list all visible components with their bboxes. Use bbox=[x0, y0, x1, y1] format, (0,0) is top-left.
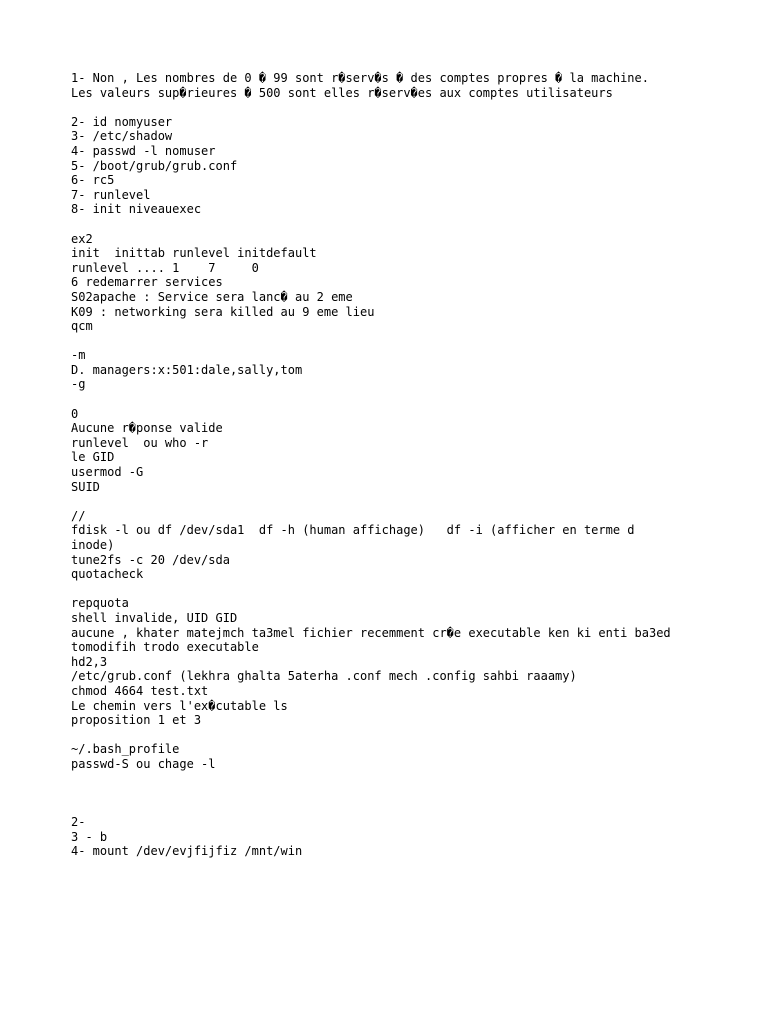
text-line: tune2fs -c 20 /dev/sda bbox=[71, 552, 230, 567]
text-line: S02apache : Service sera lanc� au 2 eme bbox=[71, 289, 353, 304]
text-line: hd2,3 bbox=[71, 654, 108, 669]
text-line: 5- /boot/grub/grub.conf bbox=[71, 158, 238, 173]
text-line: init inittab runlevel initdefault bbox=[71, 246, 317, 261]
text-line: tomodifih trodo executable bbox=[71, 640, 259, 655]
text-line: chmod 4664 test.txt bbox=[71, 683, 209, 698]
text-line: shell invalide, UID GID bbox=[71, 610, 238, 625]
text-line: // bbox=[71, 508, 86, 523]
text-line: repquota bbox=[71, 596, 129, 611]
text-line bbox=[71, 100, 751, 115]
text-line: fdisk -l ou df /dev/sda1 df -h (human affichage) df -i (afficher en terme d bbox=[71, 523, 635, 538]
text-line: runlevel ou who -r bbox=[71, 435, 209, 450]
text-line: K09 : networking sera killed au 9 eme lieu bbox=[71, 304, 375, 319]
text-line: Le chemin vers l'ex�cutable ls bbox=[71, 698, 288, 713]
text-line: ex2 bbox=[71, 231, 93, 246]
text-line bbox=[71, 786, 751, 801]
text-line: Aucune r�ponse valide bbox=[71, 421, 223, 436]
text-line: inode) bbox=[71, 538, 115, 552]
text-line bbox=[71, 217, 751, 232]
text-line: 4- passwd -l nomuser bbox=[71, 143, 216, 158]
text-line: 8- init niveauexec bbox=[71, 202, 202, 217]
text-line bbox=[71, 801, 751, 816]
text-line: 7- runlevel bbox=[71, 187, 151, 202]
text-line bbox=[71, 392, 751, 407]
text-line bbox=[71, 582, 751, 597]
text-line: usermod -G bbox=[71, 465, 144, 480]
document-text bbox=[71, 71, 751, 859]
text-line: /etc/grub.conf (lekhra ghalta 5aterha .conf mech .config sahbi raaamy) bbox=[71, 669, 577, 684]
text-line: 3 - b bbox=[71, 829, 108, 844]
text-line: 6- rc5 bbox=[71, 173, 115, 188]
text-line: 4- mount /dev/evjfijfiz /mnt/win bbox=[71, 844, 303, 859]
text-line: proposition 1 et 3 bbox=[71, 713, 202, 728]
text-line: 3- /etc/shadow bbox=[71, 129, 173, 144]
text-line: 2- bbox=[71, 815, 86, 830]
text-line: 2- id nomyuser bbox=[71, 114, 173, 129]
text-line: -m bbox=[71, 348, 86, 363]
text-line: passwd-S ou chage -l bbox=[71, 756, 216, 771]
text-line: ~/.bash_profile bbox=[71, 742, 180, 757]
text-line bbox=[71, 772, 751, 787]
text-line: runlevel .... 1 7 0 bbox=[71, 260, 259, 275]
text-line: le GID bbox=[71, 450, 115, 465]
text-line: 0 bbox=[71, 406, 79, 421]
text-line: aucune , khater matejmch ta3mel fichier recemment cr�e executable ken ki enti ba3ed bbox=[71, 625, 671, 640]
text-line bbox=[71, 728, 751, 743]
text-line: -g bbox=[71, 377, 86, 392]
text-line: 1- Non , Les nombres de 0 � 99 sont r�serv�s � des comptes propres � la machine. bbox=[71, 71, 649, 85]
text-line: D. managers:x:501:dale,sally,tom bbox=[71, 362, 303, 377]
text-line: Les valeurs sup�rieures � 500 sont elles r�serv�es aux comptes utilisateurs bbox=[71, 85, 613, 100]
text-line: qcm bbox=[71, 319, 93, 334]
text-line: SUID bbox=[71, 479, 100, 494]
text-line bbox=[71, 334, 751, 349]
text-line: quotacheck bbox=[71, 567, 144, 582]
text-line: 6 redemarrer services bbox=[71, 275, 223, 290]
text-line bbox=[71, 494, 751, 509]
